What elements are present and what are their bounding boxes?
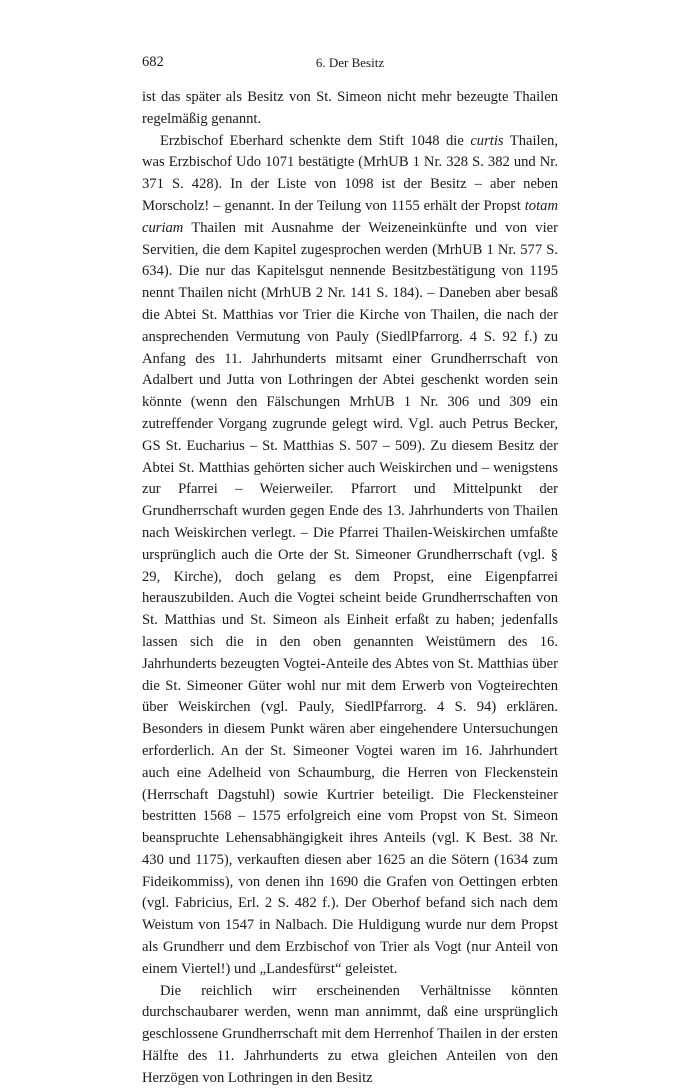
italic-term-totam-curiam: totam curiam (142, 197, 558, 236)
page-number: 682 (142, 54, 164, 70)
page-header (0, 54, 700, 74)
running-title: 6. Der Besitz (315, 55, 385, 70)
text-run: Erzbischof Eberhard schenkte dem Stift 1048 die (160, 132, 471, 149)
paragraph-1 (142, 87, 558, 131)
italic-term-curtis: curtis (470, 132, 504, 149)
text-run: Thailen mit Ausnahme der Weizeneinkünfte und von vier Servitien, die dem Kapitel zugesprochen werden (MrhUB 1 Nr. 577 S. 634). Die nur das Kapitelsgut nennende Besitzbestätigung von 1195 nennt Thailen nicht (MrhUB 2 Nr. 141 S. 184). – Daneben aber besaß die Abtei St. Matthias vor Trier die Kirche von Thailen, die nach der ansprechenden Vermutung von Pauly (SiedlPfarrorg. 4 S. 92 f.) zu Anfang des 11. Jahrhunderts mitsamt einer Grundherrschaft von Adalbert und Jutta von Lothringen der Abtei geschenkt worden sein könnte (wenn den Fälschungen MrhUB 1 Nr. 306 und 309 ein zutreffender Vorgang zugrunde gelegt wird. Vgl. auch Petrus Becker, GS St. Eucharius – St. Matthias S. 507 – 509). Zu diesem Besitz der Abtei St. Matthias gehörten sicher auch Weiskirchen und – wenigstens zur Pfarrei – Weierweiler. Pfarrort und Mittelpunkt der Grundherrschaft wurden gegen Ende des 13. Jahrhunderts von Thailen nach Weiskirchen verlegt. – Die Pfarrei Thailen-Weiskirchen umfaßte ursprünglich auch die Orte der St. Simeoner Grundherrschaft (vgl. § 29, Kirche), doch gelang es dem Propst, eine Eigenpfarrei herauszubilden. Auch die Vogtei scheint beide Grundherrschaften von St. Matthias und St. Simeon als Einheit erfaßt zu haben; jedenfalls lassen sich die in den oben genannten Weistümern des 16. Jahrhunderts bezeugten Vogtei-Anteile des Abtes von St. Matthias über die St. Simeoner Güter wohl nur mit dem Erwerb von Vogteirechten über Weiskirchen (vgl. Pauly, SiedlPfarrorg. 4 S. 94) erklären. Besonders in diesem Punkt wären aber eingehendere Untersuchungen erforderlich. An der St. Simeoner Vogtei waren im 16. Jahrhundert auch eine Adelheid von Schaumburg, die Herren von Fleckenstein (Herrschaft Dagstuhl) sowie Kurtrier beteiligt. Die Fleckensteiner bestritten 1568 – 1575 erfolgreich eine vom Propst von St. Simeon beanspruchte Lehensabhängigkeit ihres Anteils (vgl. K Best. 38 Nr. 430 und 1175), verkauften diesen aber 1625 an die Sötern (1634 zum Fideikommiss), von denen ihn 1690 die Grafen von Oettingen erbten (vgl. Fabricius, Erl. 2 S. 482 f.). Der Oberhof befand sich nach dem Weistum von 1547 in Nalbach. Die Huldigung wurde nur dem Propst als Grundherr und dem Erzbischof von Trier als Vogt (nur Anteil von einem Viertel!) und „Landesfürst“ geleistet. (142, 219, 558, 977)
text-run: ist das später als Besitz von St. Simeon nicht mehr bezeugte Thailen regelmäßig genannt. (142, 89, 558, 127)
text-run: Die reichlich wirr erscheinenden Verhältnisse könnten durchschaubarer werden, wenn man annimmt, daß eine ursprünglich geschlossene Grundherrschaft mit dem Herrenhof Thailen in der ersten Hälfte des 11. Jahrhunderts zu etwa gleichen Anteilen von den Herzögen von Lothringen in den Besitz (142, 982, 558, 1086)
text-run: Thailen, was Erzbischof Udo 1071 bestätigte (MrhUB 1 Nr. 328 S. 382 und Nr. 371 S. 428). In der Liste von 1098 ist der Besitz – aber neben Morscholz! – genannt. In der Teilung von 1155 erhält der Propst (142, 132, 559, 214)
paragraph-2 (142, 131, 558, 981)
body-text (142, 87, 558, 1090)
paragraph-3 (142, 981, 558, 1090)
